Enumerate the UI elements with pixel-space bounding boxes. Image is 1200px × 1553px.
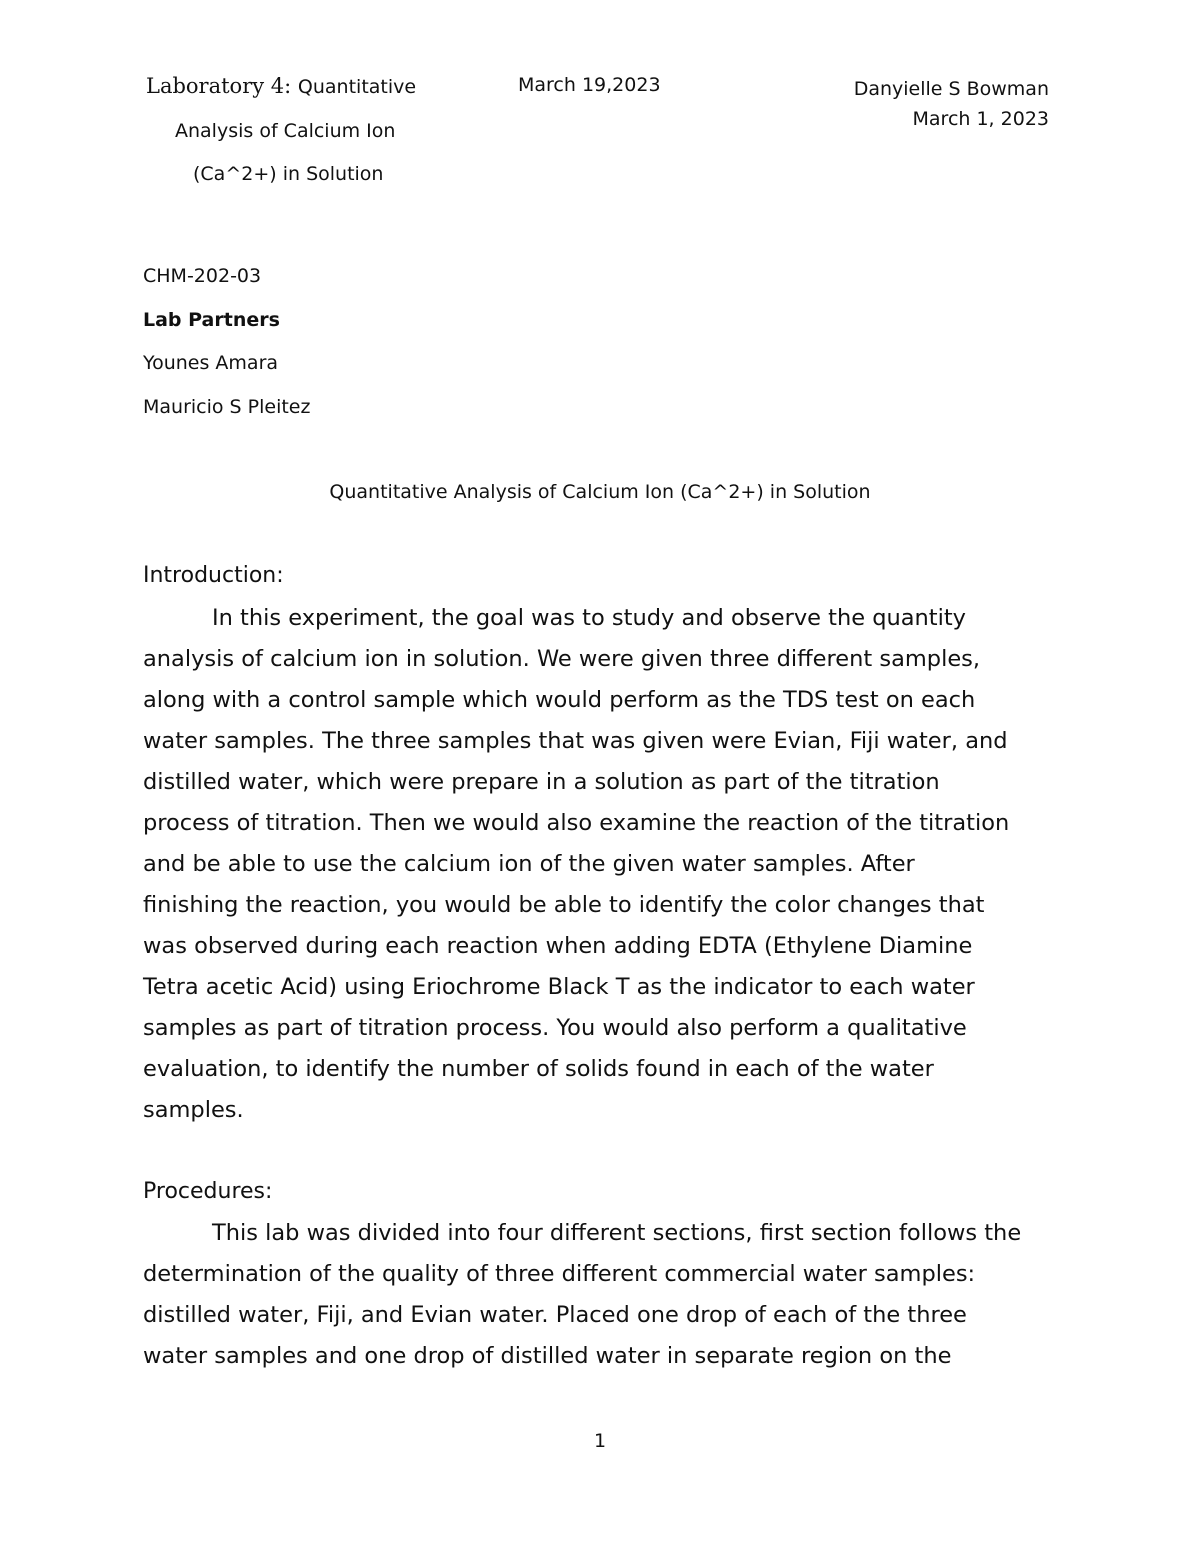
procedures-paragraph <box>143 1213 1063 1377</box>
report-title-lab-number: Laboratory 4: <box>146 74 292 98</box>
introduction-line: evaluation, to identify the number of solids found in each of the water <box>143 1056 934 1082</box>
procedures-line: water samples and one drop of distilled water in separate region on the <box>143 1343 952 1369</box>
report-title-line-2: Analysis of Calcium Ion <box>175 120 396 142</box>
procedures-line: This lab was divided into four different sections, first section follows the <box>212 1220 1022 1246</box>
introduction-line: Tetra acetic Acid) using Eriochrome Black T as the indicator to each water <box>143 974 975 1000</box>
introduction-line: water samples. The three samples that was given were Evian, Fiji water, and <box>143 728 1008 754</box>
introduction-paragraph <box>143 598 1063 1131</box>
introduction-line: samples as part of titration process. You would also perform a qualitative <box>143 1015 967 1041</box>
lab-partners-label: Lab Partners <box>143 309 280 331</box>
procedures-line: distilled water, Fiji, and Evian water. Placed one drop of each of the three <box>143 1302 967 1328</box>
document-title: Quantitative Analysis of Calcium Ion (Ca^2+) in Solution <box>329 481 871 503</box>
introduction-line: distilled water, which were prepare in a solution as part of the titration <box>143 769 940 795</box>
procedures-line: determination of the quality of three different commercial water samples: <box>143 1261 976 1287</box>
course-code: CHM-202-03 <box>143 265 262 287</box>
report-title-word: Quantitative <box>297 76 417 98</box>
author-block <box>854 74 1049 134</box>
report-title-line-3: (Ca^2+) in Solution <box>193 163 384 185</box>
page-number: 1 <box>593 1430 607 1452</box>
lab-partner-2: Mauricio S Pleitez <box>143 396 311 418</box>
introduction-line: process of titration. Then we would also examine the reaction of the titration <box>143 810 1010 836</box>
header-date: March 19,2023 <box>518 74 661 96</box>
procedures-heading: Procedures: <box>143 1179 273 1204</box>
lab-partner-1: Younes Amara <box>143 352 279 374</box>
introduction-line: and be able to use the calcium ion of the given water samples. After <box>143 851 915 877</box>
introduction-line: finishing the reaction, you would be able to identify the color changes that <box>143 892 985 918</box>
introduction-line: was observed during each reaction when adding EDTA (Ethylene Diamine <box>143 933 973 959</box>
author-name: Danyielle S Bowman <box>853 78 1049 100</box>
author-date: March 1, 2023 <box>912 108 1049 130</box>
introduction-line: analysis of calcium ion in solution. We were given three different samples, <box>143 646 981 672</box>
report-title-line-1 <box>146 74 416 98</box>
introduction-line: samples. <box>143 1097 244 1123</box>
introduction-line: along with a control sample which would perform as the TDS test on each <box>143 687 976 713</box>
introduction-heading: Introduction: <box>143 563 284 588</box>
introduction-line: In this experiment, the goal was to study and observe the quantity <box>212 605 967 631</box>
